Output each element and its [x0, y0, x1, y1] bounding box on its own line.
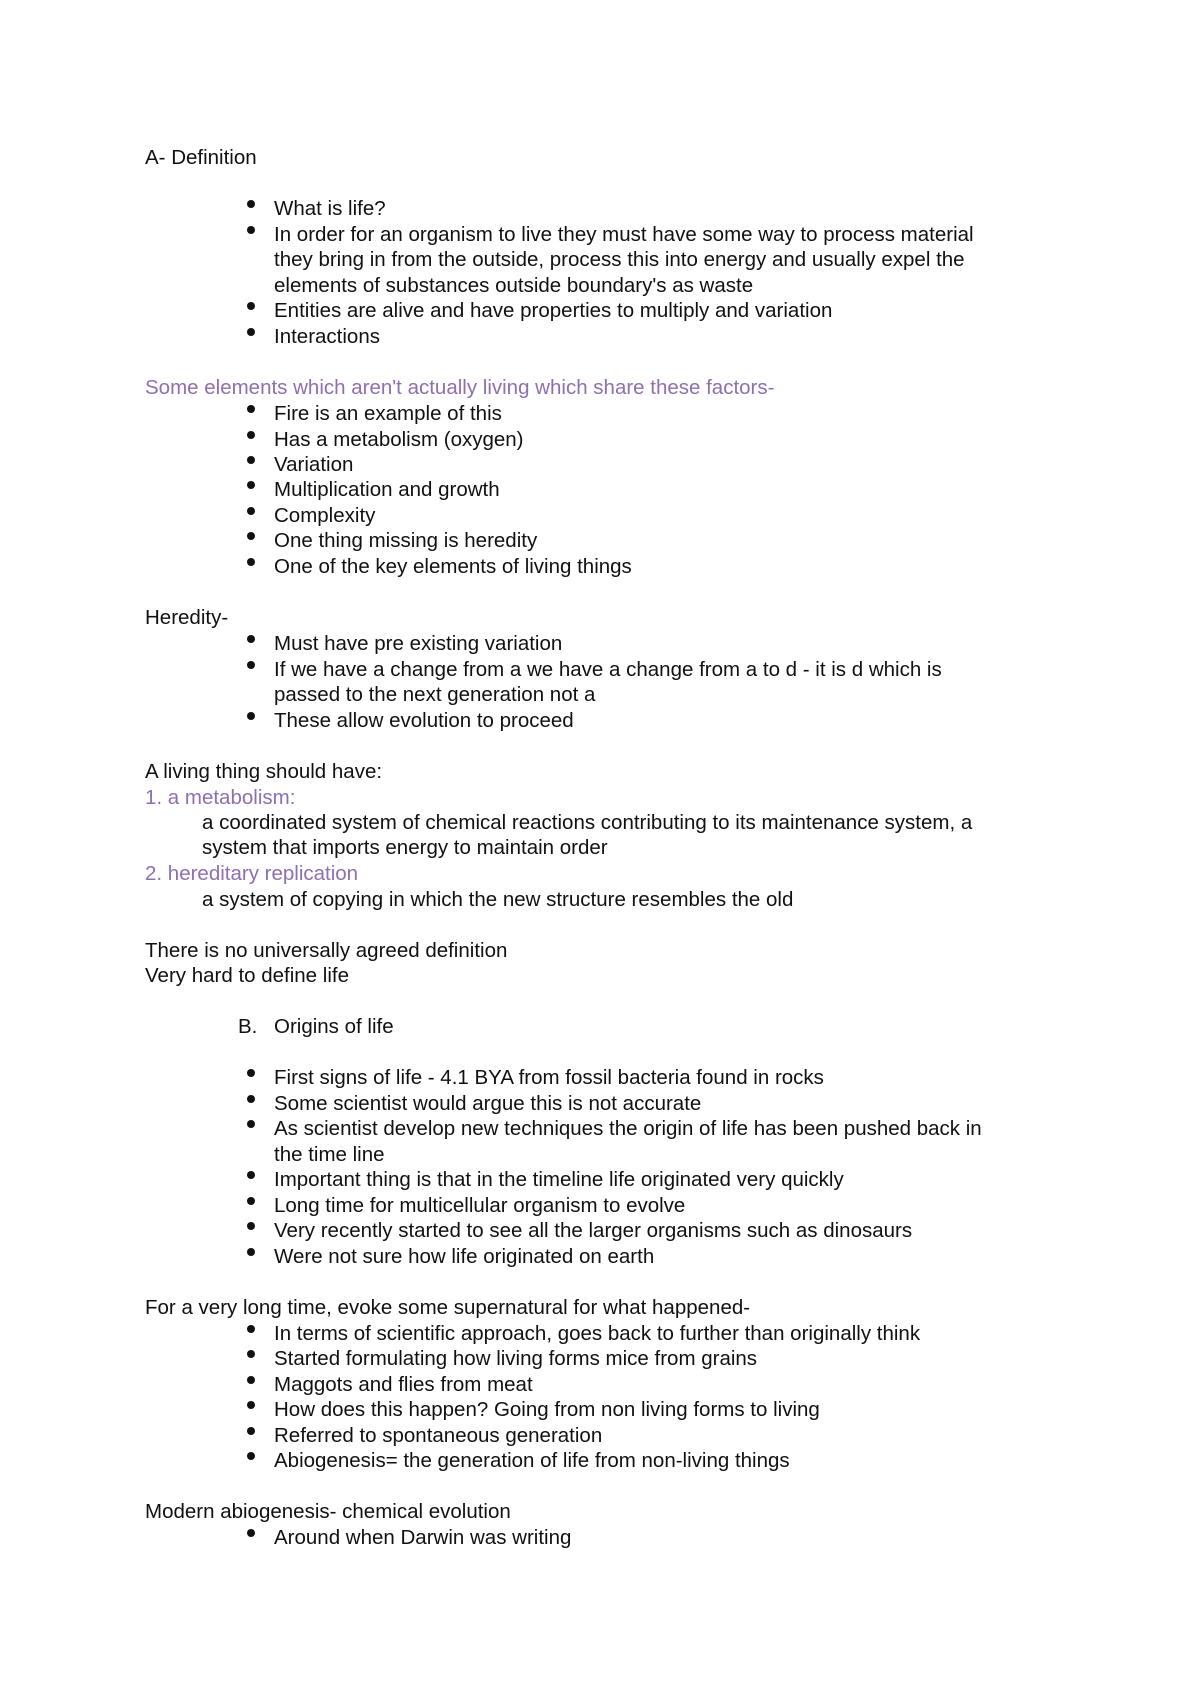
list-item: Fire is an example of this — [274, 402, 502, 425]
bullet-dot — [247, 558, 255, 566]
bullet-dot — [247, 226, 255, 234]
bullet-dot — [247, 1452, 255, 1460]
bullet-dot — [247, 661, 255, 669]
nonliving-heading: Some elements which aren't actually living which share these factors- — [145, 376, 775, 399]
list-item: Started formulating how living forms mice from grains — [274, 1347, 758, 1370]
list-item-continuation: the time line — [274, 1143, 385, 1166]
heredity-heading: Heredity- — [145, 606, 229, 629]
list-item: How does this happen? Going from non living forms to living — [274, 1398, 820, 1421]
list-item: In order for an organism to live they must have some way to process material — [274, 223, 974, 246]
list-item: As scientist develop new techniques the origin of life has been pushed back in — [274, 1117, 982, 1140]
bullet-dot — [247, 1222, 255, 1230]
section-a-heading: A- Definition — [145, 146, 257, 169]
list-item: Abiogenesis= the generation of life from non-living things — [274, 1449, 790, 1472]
paragraph-line: Very hard to define life — [145, 964, 349, 987]
list-item: Very recently started to see all the larger organisms such as dinosaurs — [274, 1219, 913, 1242]
paragraph-line: There is no universally agreed definition — [145, 939, 508, 962]
bullet-dot — [247, 481, 255, 489]
list-item: If we have a change from a we have a change from a to d - it is d which is — [274, 658, 942, 681]
list-item: Must have pre existing variation — [274, 632, 563, 655]
list-item: Variation — [274, 453, 354, 476]
replication-description: a system of copying in which the new structure resembles the old — [202, 888, 794, 911]
supernatural-heading: For a very long time, evoke some supernatural for what happened- — [145, 1296, 751, 1319]
list-item: Long time for multicellular organism to evolve — [274, 1194, 686, 1217]
list-item: What is life? — [274, 197, 386, 220]
list-item: These allow evolution to proceed — [274, 709, 574, 732]
metabolism-description: a coordinated system of chemical reactions contributing to its maintenance system, a — [202, 811, 973, 834]
list-item: Referred to spontaneous generation — [274, 1424, 603, 1447]
list-item: In terms of scientific approach, goes back to further than originally think — [274, 1322, 921, 1345]
list-item: Important thing is that in the timeline life originated very quickly — [274, 1168, 844, 1191]
bullet-dot — [247, 405, 255, 413]
bullet-dot — [247, 1427, 255, 1435]
list-item: First signs of life - 4.1 BYA from fossil bacteria found in rocks — [274, 1066, 824, 1089]
bullet-dot — [247, 456, 255, 464]
bullet-dot — [247, 1171, 255, 1179]
bullet-dot — [247, 1401, 255, 1409]
list-item: Entities are alive and have properties to multiply and variation — [274, 299, 833, 322]
bullet-dot — [247, 302, 255, 310]
list-item: Some scientist would argue this is not accurate — [274, 1092, 702, 1115]
bullet-dot — [247, 1529, 255, 1537]
list-item: Has a metabolism (oxygen) — [274, 428, 524, 451]
list-item: Maggots and flies from meat — [274, 1373, 533, 1396]
bullet-dot — [247, 1120, 255, 1128]
metabolism-label: 1. a metabolism: — [145, 786, 296, 809]
list-item: Complexity — [274, 504, 376, 527]
section-b-heading: Origins of life — [274, 1015, 394, 1038]
list-item-continuation: passed to the next generation not a — [274, 683, 596, 706]
list-item: Were not sure how life originated on earth — [274, 1245, 655, 1268]
bullet-dot — [247, 532, 255, 540]
living-heading: A living thing should have: — [145, 760, 383, 783]
modern-heading: Modern abiogenesis- chemical evolution — [145, 1500, 511, 1523]
bullet-dot — [247, 1069, 255, 1077]
bullet-dot — [247, 431, 255, 439]
bullet-dot — [247, 1248, 255, 1256]
list-item: Multiplication and growth — [274, 478, 500, 501]
bullet-dot — [247, 507, 255, 515]
list-item: Interactions — [274, 325, 380, 348]
list-item-continuation: they bring in from the outside, process this into energy and usually expel the — [274, 248, 965, 271]
replication-label: 2. hereditary replication — [145, 862, 359, 885]
metabolism-description: system that imports energy to maintain order — [202, 836, 608, 859]
bullet-dot — [247, 1197, 255, 1205]
bullet-dot — [247, 712, 255, 720]
list-item-continuation: elements of substances outside boundary's as waste — [274, 274, 754, 297]
bullet-dot — [247, 1325, 255, 1333]
section-b-letter: B. — [238, 1015, 258, 1038]
list-item: Around when Darwin was writing — [274, 1526, 572, 1549]
bullet-dot — [247, 635, 255, 643]
list-item: One of the key elements of living things — [274, 555, 632, 578]
bullet-dot — [247, 328, 255, 336]
bullet-dot — [247, 200, 255, 208]
bullet-dot — [247, 1350, 255, 1358]
bullet-dot — [247, 1376, 255, 1384]
list-item: One thing missing is heredity — [274, 529, 538, 552]
bullet-dot — [247, 1095, 255, 1103]
